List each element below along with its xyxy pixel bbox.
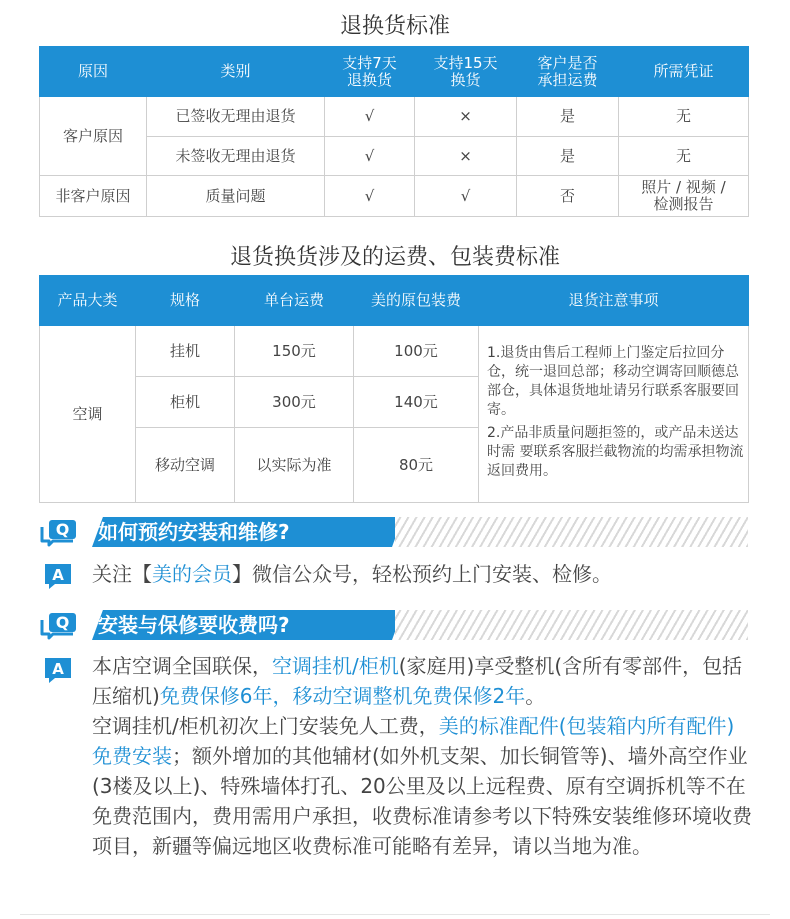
- header-reason: 原因: [40, 47, 147, 97]
- question-icon: [39, 517, 79, 547]
- decorative-stripes: [395, 610, 748, 640]
- answer-icon: [43, 562, 73, 590]
- cell: 照片 / 视频 / 检测报告: [619, 176, 749, 217]
- freight-standard-table: [39, 275, 749, 503]
- note-1: 1.退货由售后工程师上门鉴定后拉回分仓，统一退回总部；移动空调寄回顺德总部仓，具体退货地址请另行联系客服要回寄。: [487, 345, 739, 418]
- header-product-category: 产品大类: [40, 276, 136, 326]
- cell: √: [325, 176, 415, 217]
- return-standard-table: [39, 46, 749, 217]
- cell: ×: [415, 137, 517, 176]
- cell: 移动空调: [136, 428, 235, 503]
- question-2: 安装与保修要收费吗?: [98, 613, 290, 637]
- cell: 300元: [235, 377, 354, 428]
- cell: 无: [619, 97, 749, 137]
- cell: 未签收无理由退货: [147, 137, 325, 176]
- answer-icon: [43, 656, 73, 684]
- cell: 柜机: [136, 377, 235, 428]
- cell: √: [325, 137, 415, 176]
- header-15day: 支持15天 换货: [415, 47, 517, 97]
- header-7day: 支持7天 退换货: [325, 47, 415, 97]
- header-package-fee: 美的原包装费: [354, 276, 479, 326]
- table1-title: 退换货标准: [339, 14, 450, 39]
- question-1: 如何预约安装和维修?: [98, 520, 290, 544]
- cell: 100元: [354, 326, 479, 377]
- decorative-stripes: [395, 517, 748, 547]
- group-non-customer: 非客户原因: [40, 176, 147, 217]
- cell: 150元: [235, 326, 354, 377]
- table-row: [40, 97, 749, 137]
- product-category: 空调: [40, 326, 136, 503]
- header-freight: 客户是否 承担运费: [517, 47, 619, 97]
- answer-2-paragraph-2: 空调挂机/柜机初次上门安装免人工费，美的标准配件(包装箱内所有配件)免费安装；额外增加的其他辅材(如外机支架、加长铜管等)、墙外高空作业(3楼及以上)、特殊墙体打孔、20公里及以上远程费、原有空调拆机等不在免费范围内，费用需用户承担，收费标准请参考以下特殊安装维修环境收费项目，新疆等偏远地区收费标准可能略有差异，请以当地为准。: [92, 714, 752, 858]
- svg-text:Q: Q: [55, 520, 70, 539]
- answer-1: 关注【美的会员】微信公众号，轻松预约上门安装、检修。: [92, 562, 612, 586]
- cell: √: [325, 97, 415, 137]
- header-proof: 所需凭证: [619, 47, 749, 97]
- svg-text:Q: Q: [55, 613, 70, 632]
- header-notes: 退货注意事项: [479, 276, 749, 326]
- cell: √: [415, 176, 517, 217]
- answer-2-paragraph-1: 本店空调全国联保，空调挂机/柜机(家庭用)享受整机(含所有零部件，包括压缩机)免费保修6年，移动空调整机免费保修2年。: [92, 654, 743, 708]
- cell: 质量问题: [147, 176, 325, 217]
- cell: 已签收无理由退货: [147, 97, 325, 137]
- cell: 80元: [354, 428, 479, 503]
- table-row: [40, 176, 749, 217]
- return-notes: [479, 326, 749, 503]
- cell: 否: [517, 176, 619, 217]
- svg-text:A: A: [52, 660, 64, 678]
- table-row: [40, 137, 749, 176]
- header-category: 类别: [147, 47, 325, 97]
- cell: 以实际为准: [235, 428, 354, 503]
- svg-text:A: A: [52, 566, 64, 584]
- cell: ×: [415, 97, 517, 137]
- cell: 是: [517, 97, 619, 137]
- member-link[interactable]: 美的会员: [152, 562, 232, 586]
- cell: 是: [517, 137, 619, 176]
- table-row: [40, 326, 749, 377]
- cell: 140元: [354, 377, 479, 428]
- header-freight-fee: 单台运费: [235, 276, 354, 326]
- header-spec: 规格: [136, 276, 235, 326]
- table2-title: 退货换货涉及的运费、包装费标准: [229, 245, 560, 270]
- cell: 无: [619, 137, 749, 176]
- question-icon: [39, 610, 79, 640]
- group-customer: 客户原因: [40, 97, 147, 176]
- note-2: 2.产品非质量问题拒签的，或产品未送达时需 要联系客服拦截物流的均需承担物流返回费用。: [487, 425, 744, 479]
- cell: 挂机: [136, 326, 235, 377]
- divider: [20, 914, 770, 915]
